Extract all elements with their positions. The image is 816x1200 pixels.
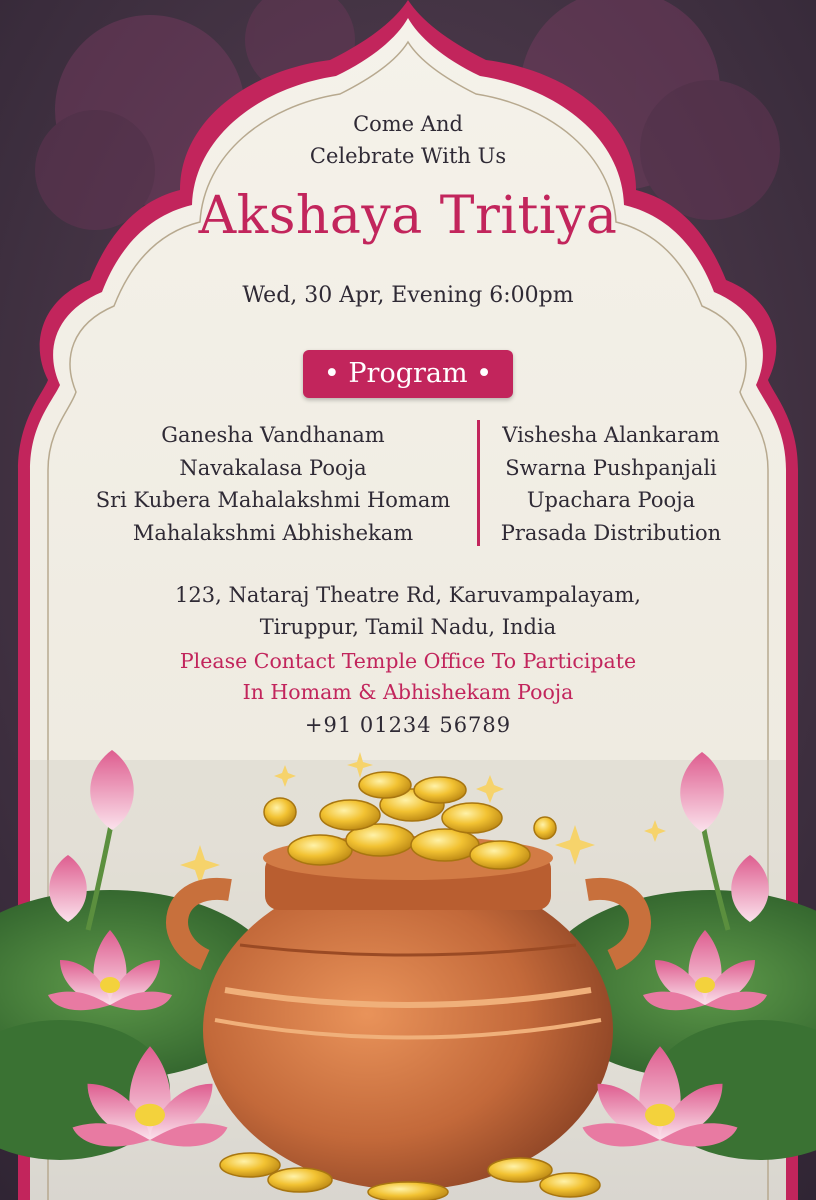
program-item: Vishesha Alankaram [502,423,720,447]
program-item: Ganesha Vandhanam [161,423,385,447]
invitation-tagline [0,108,816,172]
contact-line: Please Contact Temple Office To Participate [179,649,637,673]
program-item: Mahalakshmi Abhishekam [132,520,414,545]
program-list-left [74,419,472,549]
program-item: Sri Kubera Mahalakshmi Homam [95,488,451,512]
address-line: 123, Nataraj Theatre Rd, Karuvampalayam, [175,583,641,607]
tagline-line: Celebrate With Us [309,144,507,168]
contact-phone: +91 01234 56789 [304,713,512,737]
program-divider [477,420,480,546]
program-item: Navakalasa Pooja [179,455,367,480]
contact-line: In Homam & Abhishekam Pooja [242,680,574,704]
tagline-line: Come And [353,112,463,136]
program-badge: • Program • [303,350,513,398]
event-datetime: Wed, 30 Apr, Evening 6:00pm [242,283,574,308]
contact-note [0,646,816,708]
program-item: Upachara Pooja [526,488,696,512]
program-list-right [486,419,736,549]
address-line: Tiruppur, Tamil Nadu, India [259,615,557,639]
venue-address [0,579,816,643]
program-item: Swarna Pushpanjali [505,455,717,480]
program-item: Prasada Distribution [500,520,722,545]
event-title: Akshaya Tritiya [198,186,618,246]
